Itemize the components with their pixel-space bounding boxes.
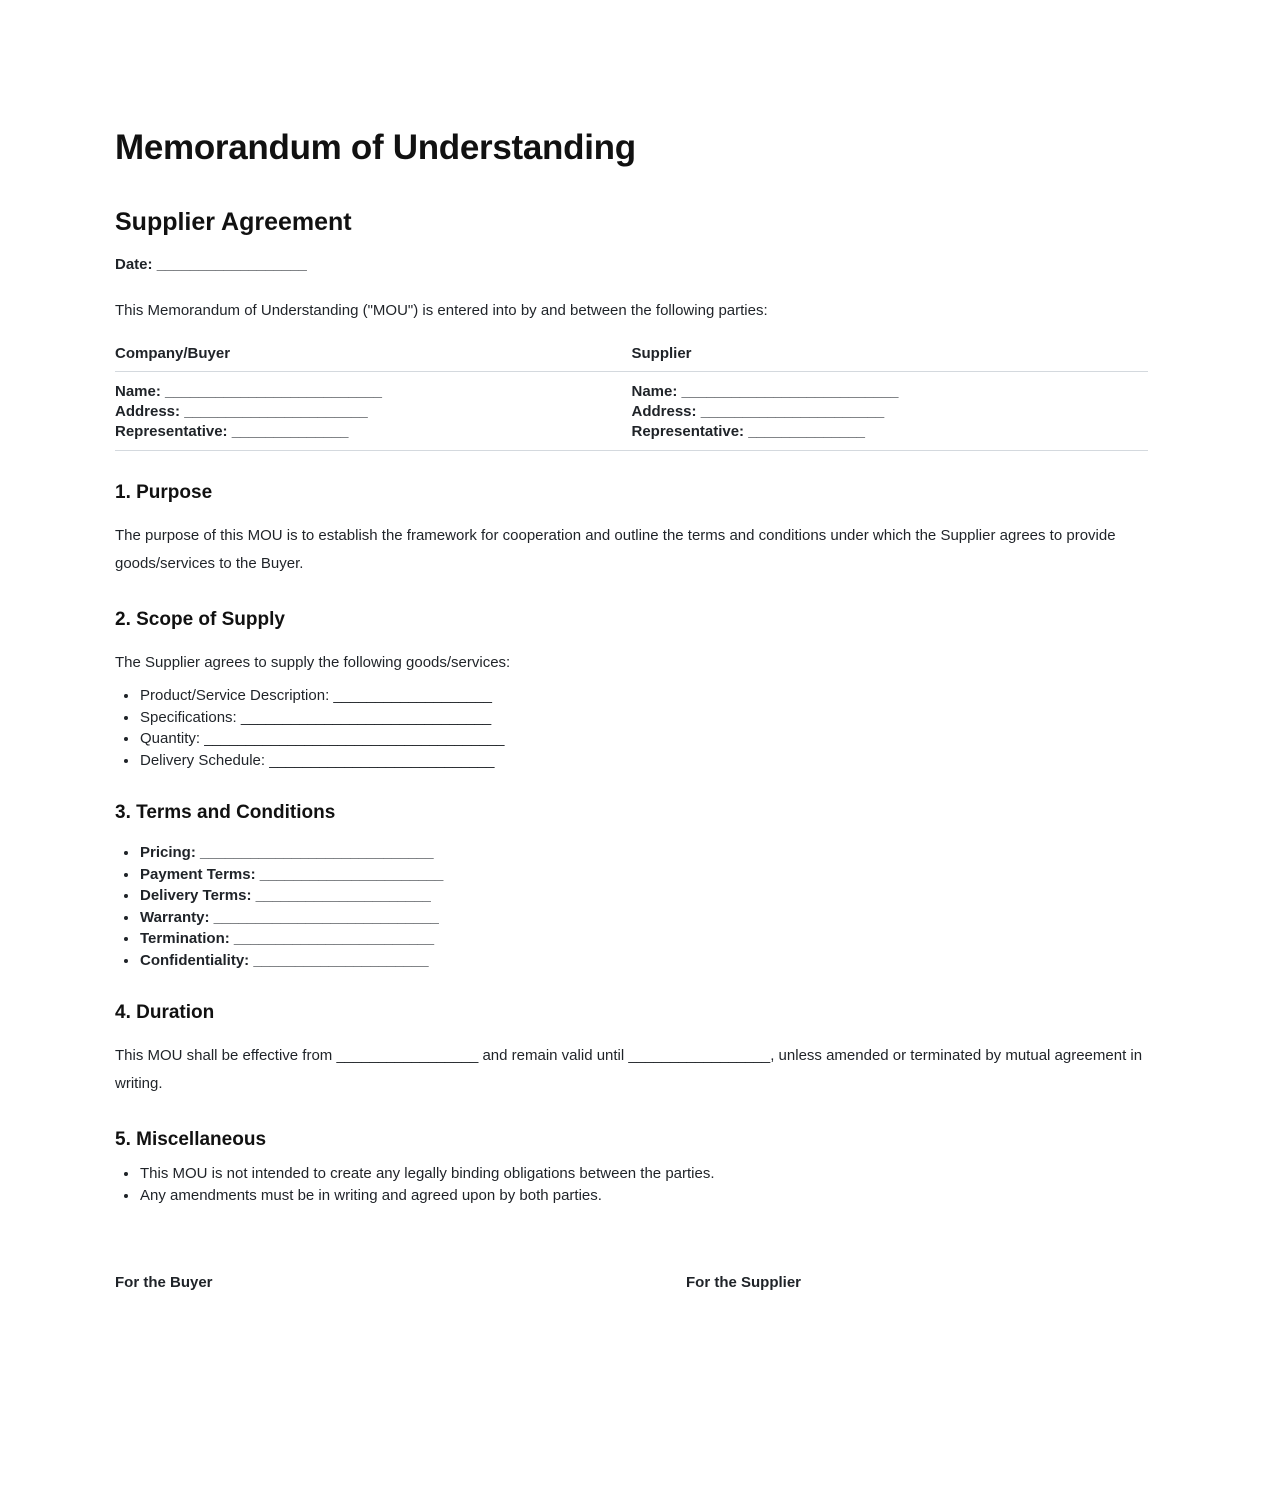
- parties-table: [115, 345, 1148, 451]
- section-heading-scope: 2. Scope of Supply: [115, 609, 285, 630]
- column-header-buyer: Company/Buyer: [115, 345, 632, 372]
- buyer-address-line: Address: ______________________: [115, 403, 368, 420]
- terms-item-termination: • Termination: ________________________: [139, 928, 1148, 950]
- scope-intro-paragraph: The Supplier agrees to supply the following goods/services:: [115, 654, 511, 671]
- date-line: [115, 255, 1148, 275]
- miscellaneous-list: [115, 1163, 1148, 1207]
- date-label: Date:: [115, 256, 153, 273]
- scope-item-delivery-schedule: • Delivery Schedule: ___________________________: [139, 750, 1148, 772]
- terms-item-warranty: • Warranty: ___________________________: [139, 907, 1148, 929]
- section-heading-duration: 4. Duration: [115, 1002, 215, 1023]
- supplier-cell: [632, 372, 1149, 451]
- scope-item-quantity: • Quantity: ____________________________________: [139, 728, 1148, 750]
- terms-item-pricing: • Pricing: ____________________________: [139, 842, 1148, 864]
- supplier-name-line: Name: __________________________: [631, 383, 899, 400]
- supplier-representative-line: Representative: ______________: [631, 423, 866, 440]
- signature-buyer-label: For the Buyer: [115, 1274, 213, 1291]
- scope-item-product: • Product/Service Description: ___________________: [139, 685, 1148, 707]
- misc-item-amendments: • Any amendments must be in writing and agreed upon by both parties.: [139, 1185, 1148, 1207]
- intro-paragraph: This Memorandum of Understanding ("MOU") is entered into by and between the following parties:: [115, 302, 768, 319]
- document-subtitle: Supplier Agreement: [115, 208, 352, 236]
- scope-list: [115, 685, 1148, 771]
- document-title: Memorandum of Understanding: [115, 128, 636, 167]
- section-heading-miscellaneous: 5. Miscellaneous: [115, 1129, 267, 1150]
- date-blank: __________________: [156, 256, 307, 273]
- duration-paragraph: This MOU shall be effective from _________________ and remain valid until _________________, unless amended or terminated by mutual agreement in writing.: [115, 1047, 1143, 1092]
- buyer-name-line: Name: __________________________: [115, 383, 382, 400]
- section-heading-purpose: 1. Purpose: [115, 482, 213, 503]
- misc-item-binding: • This MOU is not intended to create any legally binding obligations between the parties.: [139, 1163, 1148, 1185]
- purpose-paragraph: The purpose of this MOU is to establish the framework for cooperation and outline the terms and conditions under which the Supplier agrees to provide goods/services to the Buyer.: [115, 527, 1116, 572]
- terms-item-confidentiality: • Confidentiality: _____________________: [139, 950, 1148, 972]
- buyer-representative-line: Representative: ______________: [115, 423, 349, 440]
- parties-table-header-row: [115, 345, 1148, 372]
- buyer-cell: [115, 372, 632, 451]
- terms-list: [115, 842, 1148, 971]
- parties-table-body-row: [115, 372, 1148, 451]
- scope-item-specifications: • Specifications: ______________________________: [139, 707, 1148, 729]
- signature-supplier-label: For the Supplier: [686, 1274, 802, 1291]
- terms-item-delivery: • Delivery Terms: _____________________: [139, 885, 1148, 907]
- column-header-supplier: Supplier: [632, 345, 1149, 372]
- supplier-address-line: Address: ______________________: [631, 403, 885, 420]
- terms-item-payment: • Payment Terms: ______________________: [139, 864, 1148, 886]
- section-heading-terms: 3. Terms and Conditions: [115, 802, 336, 823]
- signature-row: [115, 1273, 1148, 1293]
